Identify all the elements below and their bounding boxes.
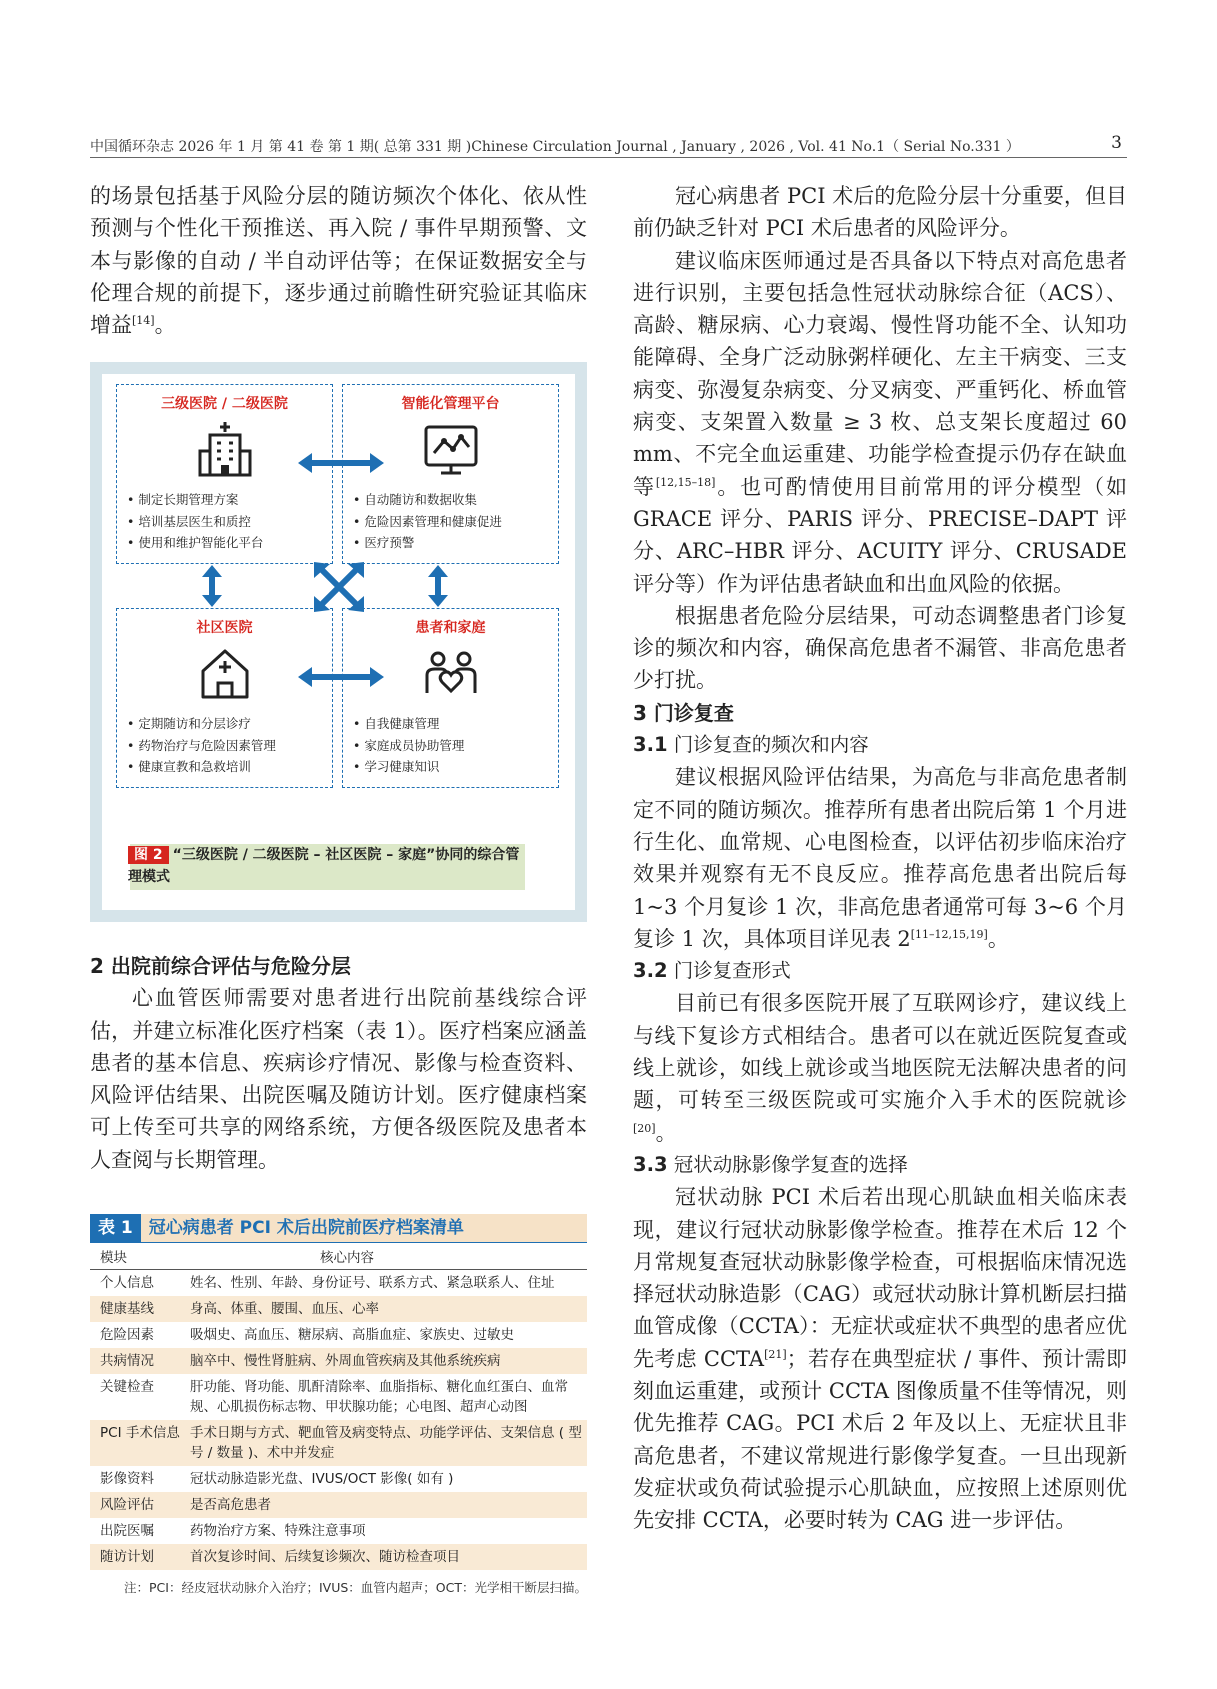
table-row (90, 1544, 587, 1570)
table-note: 注：PCI：经皮冠状动脉介入治疗；IVUS：血管内超声；OCT：光学相干断层扫描。 (124, 1580, 587, 1595)
subsection-heading: 3.2 门诊复查形式 (633, 959, 791, 983)
table-row (90, 1270, 587, 1297)
table-cell-module: 出院医嘱 (100, 1523, 154, 1539)
box-community-hospital (116, 608, 333, 788)
list-item: • 定期随访和分层诊疗 (127, 713, 328, 735)
left-column-lower (90, 950, 587, 1176)
table-cell-content: 脑卒中、慢性肾脏病、外周血管疾病及其他系统疾病 (190, 1353, 501, 1369)
table-row (90, 1420, 587, 1466)
list-item: • 家庭成员协助管理 (353, 735, 554, 757)
table-row (90, 1322, 587, 1348)
table-cell-content: 首次复诊时间、后续复诊频次、随访检查项目 (190, 1549, 460, 1565)
list-item: • 危险因素管理和健康促进 (353, 511, 554, 533)
table-cell-module: 随访计划 (100, 1549, 154, 1565)
list-item: • 使用和维护智能化平台 (127, 532, 328, 554)
clinic-icon (195, 643, 255, 703)
table-cell-module: 关键检查 (100, 1379, 154, 1395)
double-arrow-horizontal-icon (296, 448, 386, 478)
table-cell-module: 影像资料 (100, 1471, 154, 1487)
table-cell-module: 个人信息 (100, 1275, 154, 1291)
table-cell-content: 冠状动脉造影光盘、IVUS/OCT 影像( 如有 ) (190, 1471, 454, 1487)
table-cell-content: 姓名、性别、年龄、身份证号、联系方式、紧急联系人、住址 (190, 1275, 555, 1291)
figure-tag: 图 2 (128, 846, 169, 864)
family-icon (421, 643, 481, 703)
table-cell-content: 药物治疗方案、特殊注意事项 (190, 1523, 366, 1539)
table-cell-module: PCI 手术信息 (100, 1425, 180, 1441)
paragraph: 目前已有很多医院开展了互联网诊疗，建议线上与线下复诊方式相结合。患者可以在就近医院复查或线上就诊，如线上就诊或当地医院无法解决患者的问题，可转至三级医院或可实施介入手术的医院就诊[20]。 (633, 991, 1127, 1145)
table-cell-module: 危险因素 (100, 1327, 154, 1343)
box-title: 三级医院 / 二级医院 (161, 396, 288, 412)
box-title: 智能化管理平台 (401, 396, 500, 412)
page-number: 3 (1111, 133, 1122, 153)
list-item: • 制定长期管理方案 (127, 489, 328, 511)
citation: [12,15–18] (655, 475, 716, 489)
paragraph: 冠心病患者 PCI 术后的危险分层十分重要，但目前仍缺乏针对 PCI 术后患者的风险评分。 (633, 184, 1127, 241)
double-arrow-vertical-icon (423, 564, 453, 608)
subsection-heading: 3.1 门诊复查的频次和内容 (633, 733, 869, 757)
paragraph: 建议临床医师通过是否具备以下特点对高危患者进行识别，主要包括急性冠状动脉综合征（ACS）、高龄、糖尿病、心力衰竭、慢性肾功能不全、认知功能障碍、全身广泛动脉粥样硬化、左主干病变、三支病变、弥漫复杂病变、分叉病变、严重钙化、桥血管病变、支架置入数量 ≥ 3 枚、总支架长度超过 60 mm、不完全血运重建、功能学检查提示仍存在缺血等[12,15–18]。也可酌情使用目前常用的评分模型（如 GRACE 评分、PARIS 评分、PRECISE–DAPT 评分、ARC–HBR 评分、ACUITY 评分、CRUSADE 评分等）作为评估患者缺血和出血风险的依据。 (633, 248, 1128, 596)
table-title: 表 1 冠心病患者 PCI 术后出院前医疗档案清单 (90, 1214, 587, 1243)
table-cell-module: 共病情况 (100, 1353, 154, 1369)
monitor-chart-icon (421, 419, 481, 479)
table-row (90, 1348, 587, 1374)
paragraph: 的场景包括基于风险分层的随访频次个体化、依从性预测与个性化干预推送、再入院 / 事件早期预警、文本与影像的自动 / 半自动评估等；在保证数据安全与伦理合规的前提下，逐步通过前瞻性研究验证其临床增益[14]。 (90, 184, 587, 338)
list-item: • 健康宣教和急救培训 (127, 756, 328, 778)
right-column (633, 180, 1127, 1536)
citation: [11–12,15,19] (910, 927, 988, 941)
table-cell-module: 风险评估 (100, 1497, 154, 1513)
paragraph: 心血管医师需要对患者进行出院前基线综合评估，并建立标准化医疗档案（表 1）。医疗档案应涵盖患者的基本信息、疾病诊疗情况、影像与检查资料、风险评估结果、出院医嘱及随访计划。医疗健康档案可上传至可共享的网络系统，方便各级医院及患者本人查阅与长期管理。 (90, 986, 587, 1172)
table-cell-content: 身高、体重、腰围、血压、心率 (190, 1301, 379, 1317)
table-header: 模块 (90, 1243, 190, 1270)
citation: [21] (764, 1347, 787, 1361)
table-header: 核心内容 (190, 1243, 587, 1270)
figure-2 (90, 362, 587, 922)
table-row (90, 1492, 587, 1518)
hospital-icon (195, 419, 255, 479)
double-arrow-vertical-icon (197, 564, 227, 608)
table-cell-content: 吸烟史、高血压、糖尿病、高脂血症、家族史、过敏史 (190, 1327, 514, 1343)
list-item: • 培训基层医生和质控 (127, 511, 328, 533)
table-row (90, 1374, 587, 1420)
section-heading: 3 门诊复查 (633, 700, 734, 725)
paragraph: 建议根据风险评估结果，为高危与非高危患者制定不同的随访频次。推荐所有患者出院后第 1 个月进行生化、血常规、心电图检查，以评估初步临床治疗效果并观察有无不良反应。推荐高危患者出院后每 1~3 个月复诊 1 次，非高危患者通常可每 3~6 个月复诊 1 次，具体项目详见表 2[11–12,15,19]。 (633, 765, 1127, 951)
figure-caption: 图 2 “三级医院 / 二级医院 – 社区医院 – 家庭”协同的综合管理模式 (128, 847, 520, 885)
list-item: • 药物治疗与危险因素管理 (127, 735, 328, 757)
table-cell-content: 是否高危患者 (190, 1497, 271, 1513)
table-tag: 表 1 (90, 1214, 141, 1242)
running-header: 中国循环杂志 2026 年 1 月 第 41 卷 第 1 期( 总第 331 期 )Chinese Circulation Journal , January , 2026 , Vol. 41 No.1（ Serial No.331 ） (90, 139, 1020, 155)
citation: [20] (633, 1121, 656, 1135)
list-item: • 自动随访和数据收集 (353, 489, 554, 511)
box-patient-family (342, 608, 559, 788)
paragraph: 冠状动脉 PCI 术后若出现心肌缺血相关临床表现，建议行冠状动脉影像学检查。推荐在术后 12 个月常规复查冠状动脉影像学检查，可根据临床情况选择冠状动脉造影（CAG）或冠状动脉计算机断层扫描血管成像（CCTA）：无症状或症状不典型的患者应优先考虑 CCTA[21]；若存在典型症状 / 事件、预计需即刻血运重建，或预计 CCTA 图像质量不佳等情况，则优先推荐 CAG。PCI 术后 2 年及以上、无症状且非高危患者，不建议常规进行影像学复查。一旦出现新发症状或负荷试验提示心肌缺血，应按照上述原则优先安排 CCTA，必要时转为 CAG 进一步评估。 (633, 1185, 1127, 1533)
cross-arrow-icon (312, 562, 366, 612)
header-rule (90, 157, 1127, 158)
citation: [14] (132, 314, 155, 328)
list-item: • 学习健康知识 (353, 756, 554, 778)
table-cell-content: 肝功能、肾功能、肌酐清除率、血脂指标、糖化血红蛋白、血常规、心肌损伤标志物、甲状腺功能；心电图、超声心动图 (190, 1379, 568, 1415)
box-title: 社区医院 (196, 620, 253, 636)
subsection-heading: 3.3 冠状动脉影像学复查的选择 (633, 1152, 908, 1176)
paragraph: 根据患者危险分层结果，可动态调整患者门诊复诊的频次和内容，确保高危患者不漏管、非高危患者少打扰。 (633, 603, 1127, 693)
left-column (90, 180, 587, 341)
section-heading: 2 出院前综合评估与危险分层 (90, 954, 351, 978)
double-arrow-horizontal-icon (296, 662, 386, 692)
table-row (90, 1518, 587, 1544)
table-row (90, 1466, 587, 1492)
table-row (90, 1296, 587, 1322)
list-item: • 医疗预警 (353, 532, 554, 554)
box-title: 患者和家庭 (415, 620, 486, 636)
list-item: • 自我健康管理 (353, 713, 554, 735)
table-cell-content: 手术日期与方式、靶血管及病变特点、功能学评估、支架信息 ( 型号 / 数量 )、术中并发症 (190, 1425, 582, 1461)
table-cell-module: 健康基线 (100, 1301, 154, 1317)
table-1 (90, 1214, 587, 1596)
